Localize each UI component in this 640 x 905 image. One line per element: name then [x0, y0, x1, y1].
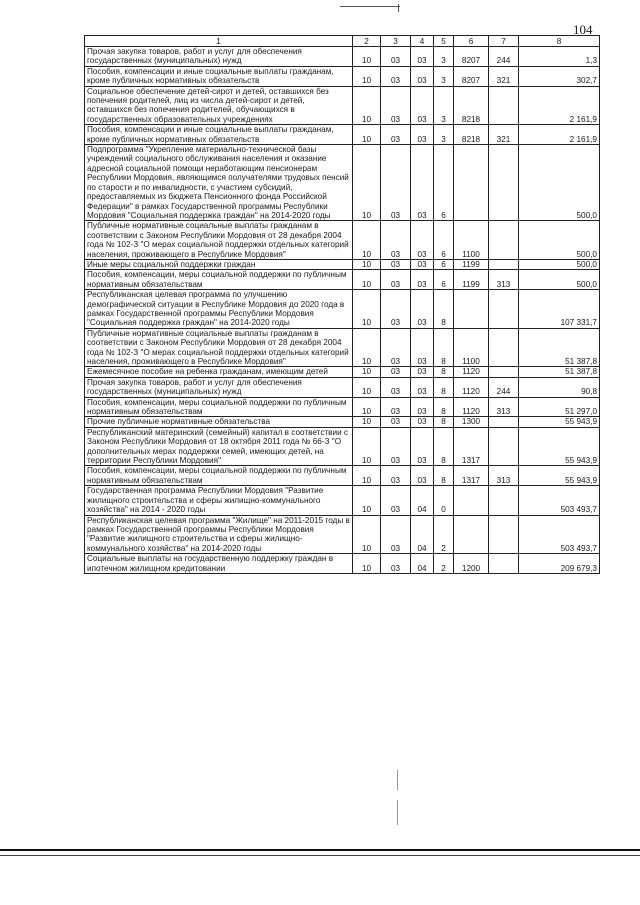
fold-line — [397, 770, 398, 790]
cell-code: 1120 — [454, 377, 489, 397]
cell-amount: 51 387,8 — [519, 367, 600, 377]
cell-code: 6 — [434, 145, 454, 221]
cell-name: Пособия, компенсации и иные социальные выплаты гражданам, кроме публичных нормативных обязательств — [85, 125, 353, 145]
cell-code: 03 — [411, 125, 434, 145]
cell-code: 3 — [434, 86, 454, 125]
table-row — [85, 427, 600, 466]
cell-code: 10 — [353, 377, 381, 397]
column-header: 8 — [519, 36, 600, 47]
cell-code: 8 — [434, 290, 454, 329]
cell-name: Ежемесячное пособие на ребенка гражданам, имеющим детей — [85, 367, 353, 377]
cell-code — [489, 417, 519, 427]
cell-code: 1120 — [454, 397, 489, 417]
table-row — [85, 290, 600, 329]
cell-code — [489, 86, 519, 125]
cell-code: 8 — [434, 427, 454, 466]
cell-code: 03 — [381, 290, 411, 329]
cell-code: 04 — [411, 554, 434, 574]
cell-code: 03 — [411, 221, 434, 260]
cell-code: 03 — [411, 427, 434, 466]
column-header: 4 — [411, 36, 434, 47]
cell-code — [489, 427, 519, 466]
cell-code: 2 — [434, 515, 454, 554]
table-row — [85, 125, 600, 145]
cell-name: Прочая закупка товаров, работ и услуг для обеспечения государственных (муниципальных) нужд — [85, 47, 353, 67]
column-header: 5 — [434, 36, 454, 47]
cell-code: 03 — [381, 515, 411, 554]
cell-code: 03 — [411, 417, 434, 427]
cell-code: 3 — [434, 125, 454, 145]
cell-code: 6 — [434, 221, 454, 260]
cell-code: 03 — [411, 47, 434, 67]
cell-name: Публичные нормативные социальные выплаты гражданам в соответствии с Законом Республики Мордовия от 28 декабря 2004 года № 102-З "О мерах социальной поддержки отдельных категорий населения, проживающего в Республике Мордовия" — [85, 221, 353, 260]
column-header: 6 — [454, 36, 489, 47]
cell-code: 1100 — [454, 328, 489, 367]
cell-code: 03 — [411, 466, 434, 486]
cell-code — [489, 486, 519, 515]
cell-code: 10 — [353, 145, 381, 221]
fold-line — [397, 800, 398, 825]
cell-code: 10 — [353, 367, 381, 377]
cell-code: 03 — [381, 86, 411, 125]
table-body — [85, 47, 600, 574]
cell-code: 8 — [434, 417, 454, 427]
cell-code: 03 — [381, 377, 411, 397]
cell-amount: 55 943,9 — [519, 417, 600, 427]
cell-code: 8218 — [454, 86, 489, 125]
cell-code: 03 — [381, 66, 411, 86]
cell-code: 03 — [411, 259, 434, 269]
cell-code: 10 — [353, 486, 381, 515]
cell-code: 03 — [411, 86, 434, 125]
column-header: 3 — [381, 36, 411, 47]
table-row — [85, 397, 600, 417]
cell-code: 321 — [489, 66, 519, 86]
cell-code: 8 — [434, 397, 454, 417]
cell-code: 04 — [411, 515, 434, 554]
cell-code — [489, 145, 519, 221]
cell-name: Социальное обеспечение детей-сирот и детей, оставшихся без попечения родителей, лиц из числа детей-сирот и детей, оставшихся без попечения родителей, обучающихся в государственных образовательных учреждениях — [85, 86, 353, 125]
cell-code — [489, 515, 519, 554]
cell-code: 1100 — [454, 221, 489, 260]
cell-amount: 500,0 — [519, 259, 600, 269]
cell-code: 3 — [434, 47, 454, 67]
table-row — [85, 328, 600, 367]
cell-amount: 55 943,9 — [519, 427, 600, 466]
cell-code: 03 — [381, 367, 411, 377]
cell-code: 8 — [434, 377, 454, 397]
cell-code: 03 — [381, 417, 411, 427]
cell-code: 03 — [411, 397, 434, 417]
cell-code: 10 — [353, 221, 381, 260]
cell-code: 1199 — [454, 270, 489, 290]
cell-amount: 2 161,9 — [519, 125, 600, 145]
cell-code — [489, 554, 519, 574]
cell-code: 03 — [411, 290, 434, 329]
cell-code: 1200 — [454, 554, 489, 574]
cell-code: 8 — [434, 367, 454, 377]
cell-code: 03 — [411, 270, 434, 290]
cell-code: 10 — [353, 397, 381, 417]
bottom-rule — [0, 849, 640, 851]
page-number: 104 — [573, 22, 593, 37]
cell-code: 03 — [381, 145, 411, 221]
cell-code: 6 — [434, 259, 454, 269]
cell-amount: 90,8 — [519, 377, 600, 397]
cell-code: 313 — [489, 397, 519, 417]
budget-table — [84, 35, 600, 574]
cell-code: 10 — [353, 66, 381, 86]
cell-code — [454, 486, 489, 515]
cell-code: 03 — [381, 259, 411, 269]
cell-name: Республиканская целевая программа по улучшению демографической ситуации в Республике Мордовия до 2020 года в рамках Государственной программы Республики Мордовия "Социальная поддержка граждан" на 2014-2020 годы — [85, 290, 353, 329]
cell-code: 1300 — [454, 417, 489, 427]
cell-amount: 302,7 — [519, 66, 600, 86]
cell-code: 244 — [489, 377, 519, 397]
cell-name: Социальные выплаты на государственную поддержку граждан в ипотечном жилищном кредитовании — [85, 554, 353, 574]
cell-code: 03 — [411, 66, 434, 86]
cell-code: 244 — [489, 47, 519, 67]
cell-code: 03 — [381, 466, 411, 486]
cell-amount: 1,3 — [519, 47, 600, 67]
table-row — [85, 47, 600, 67]
cell-code: 10 — [353, 259, 381, 269]
cell-name: Прочие публичные нормативные обязательства — [85, 417, 353, 427]
cell-code: 2 — [434, 554, 454, 574]
cell-code: 10 — [353, 328, 381, 367]
cell-code: 10 — [353, 125, 381, 145]
cell-code: 03 — [381, 270, 411, 290]
cell-name: Пособия, компенсации, меры социальной поддержки по публичным нормативным обязательствам — [85, 466, 353, 486]
cell-code: 313 — [489, 270, 519, 290]
cell-code: 10 — [353, 515, 381, 554]
cell-code: 03 — [381, 125, 411, 145]
cell-name: Государственная программа Республики Мордовия "Развитие жилищного строительства и сферы жилищно-коммунального хозяйства" на 2014 - 2020 годы — [85, 486, 353, 515]
cell-amount: 503 493,7 — [519, 515, 600, 554]
cell-code: 10 — [353, 427, 381, 466]
table-row — [85, 554, 600, 574]
table-row — [85, 221, 600, 260]
cell-code: 8218 — [454, 125, 489, 145]
cell-code: 03 — [411, 145, 434, 221]
cell-code: 0 — [434, 486, 454, 515]
table-row — [85, 515, 600, 554]
cell-code: 03 — [381, 554, 411, 574]
cell-name: Республиканская целевая программа "Жилище" на 2011-2015 годы в рамках Государственной программы Республики Мордовия "Развитие жилищного строительства и сферы жилищно-коммунального хозяйства" на 2014-2020 годы — [85, 515, 353, 554]
cell-name: Подпрограмма "Укрепление материально-технической базы учреждений социального обслуживания населения и оказание адресной социальной помощи неработающим пенсионерам Республики Мордовия, являющимся получателями трудовых пенсий по старости и по инвалидности, с участием субсидий, предоставляемых из бюджета Пенсионного фонда Российской Федерации" в рамках Государственной программы Республики Мордовия "Социальная поддержка граждан" на 2014-2020 годы — [85, 145, 353, 221]
table-row — [85, 270, 600, 290]
cell-code: 1317 — [454, 427, 489, 466]
table-row — [85, 417, 600, 427]
cell-name: Пособия, компенсации, меры социальной поддержки по публичным нормативным обязательствам — [85, 397, 353, 417]
cell-code: 03 — [381, 486, 411, 515]
cell-name: Пособия, компенсации и иные социальные выплаты гражданам, кроме публичных нормативных обязательств — [85, 66, 353, 86]
cell-name: Публичные нормативные социальные выплаты гражданам в соответствии с Законом Республики Мордовия от 28 декабря 2004 года № 102-З "О мерах социальной поддержки отдельных категорий населения, проживающего в Республике Мордовия" — [85, 328, 353, 367]
cell-code: 03 — [381, 221, 411, 260]
table-row — [85, 259, 600, 269]
cell-amount: 51 297,0 — [519, 397, 600, 417]
cell-code — [489, 367, 519, 377]
cell-code: 03 — [411, 377, 434, 397]
cell-code: 8 — [434, 466, 454, 486]
table-row — [85, 86, 600, 125]
cell-code: 10 — [353, 270, 381, 290]
cell-amount: 500,0 — [519, 145, 600, 221]
cell-code: 03 — [381, 397, 411, 417]
cell-code — [489, 290, 519, 329]
cell-amount: 107 331,7 — [519, 290, 600, 329]
cell-code — [489, 259, 519, 269]
table-row — [85, 377, 600, 397]
cell-code — [454, 515, 489, 554]
cell-code: 3 — [434, 66, 454, 86]
bottom-rule-thin — [0, 855, 640, 856]
cell-code — [489, 328, 519, 367]
cell-code: 04 — [411, 486, 434, 515]
cell-amount: 500,0 — [519, 221, 600, 260]
cell-code: 10 — [353, 86, 381, 125]
table-row — [85, 367, 600, 377]
cell-amount: 500,0 — [519, 270, 600, 290]
column-header: 7 — [489, 36, 519, 47]
cell-code: 10 — [353, 466, 381, 486]
cell-amount: 51 387,8 — [519, 328, 600, 367]
column-header: 1 — [85, 36, 353, 47]
cell-code: 03 — [411, 328, 434, 367]
cell-code: 03 — [381, 328, 411, 367]
cell-code: 10 — [353, 554, 381, 574]
cell-code: 10 — [353, 290, 381, 329]
cell-code: 6 — [434, 270, 454, 290]
cell-code: 313 — [489, 466, 519, 486]
cell-amount: 209 679,3 — [519, 554, 600, 574]
cell-name: Иные меры социальной поддержки граждан — [85, 259, 353, 269]
cell-code: 1120 — [454, 367, 489, 377]
cell-code: 03 — [381, 427, 411, 466]
cell-amount: 55 943,9 — [519, 466, 600, 486]
cell-amount: 503 493,7 — [519, 486, 600, 515]
cell-code: 1199 — [454, 259, 489, 269]
cell-code: 03 — [411, 367, 434, 377]
scan-artifact — [398, 4, 399, 12]
table-header-row — [85, 36, 600, 47]
cell-code: 8 — [434, 328, 454, 367]
table-row — [85, 145, 600, 221]
cell-name: Пособия, компенсации, меры социальной поддержки по публичным нормативным обязательствам — [85, 270, 353, 290]
cell-code: 8207 — [454, 47, 489, 67]
cell-code: 321 — [489, 125, 519, 145]
column-header: 2 — [353, 36, 381, 47]
cell-code — [454, 290, 489, 329]
cell-code: 1317 — [454, 466, 489, 486]
cell-code — [454, 145, 489, 221]
cell-code: 10 — [353, 47, 381, 67]
table-row — [85, 66, 600, 86]
table-row — [85, 486, 600, 515]
cell-code: 10 — [353, 417, 381, 427]
cell-name: Республиканский материнский (семейный) капитал в соответствии с Законом Республики Мордовия от 18 октября 2011 года № 66-З "О дополнительных мерах поддержки семей, имеющих детей, на территории Республики Мордовия" — [85, 427, 353, 466]
cell-name: Прочая закупка товаров, работ и услуг для обеспечения государственных (муниципальных) нужд — [85, 377, 353, 397]
cell-code — [489, 221, 519, 260]
cell-code: 03 — [381, 47, 411, 67]
scan-artifact — [340, 6, 400, 7]
table-row — [85, 466, 600, 486]
cell-amount: 2 161,9 — [519, 86, 600, 125]
cell-code: 8207 — [454, 66, 489, 86]
